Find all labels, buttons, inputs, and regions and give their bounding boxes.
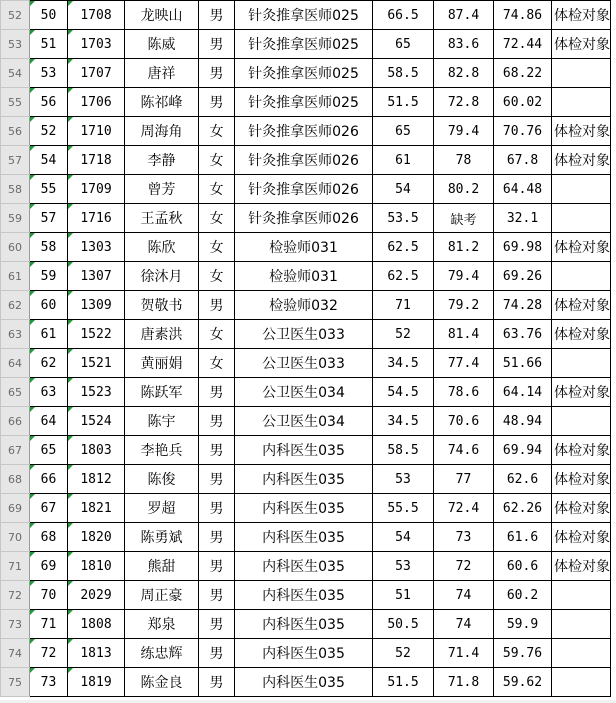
cell-total[interactable]: 59.76 <box>494 639 552 668</box>
cell-written[interactable]: 34.5 <box>373 349 434 378</box>
cell-seq[interactable]: 71 <box>30 610 68 639</box>
cell-total[interactable]: 64.14 <box>494 378 552 407</box>
cell-name[interactable]: 陈宇 <box>125 407 199 436</box>
cell-seq[interactable]: 65 <box>30 436 68 465</box>
cell-written[interactable]: 54.5 <box>373 378 434 407</box>
cell-gender[interactable]: 女 <box>199 204 235 233</box>
cell-written[interactable]: 62.5 <box>373 262 434 291</box>
cell-total[interactable]: 51.66 <box>494 349 552 378</box>
cell-gender[interactable]: 男 <box>199 581 235 610</box>
row-header[interactable]: 66 <box>1 407 30 436</box>
cell-mark[interactable]: 体检对象 <box>552 465 611 494</box>
table-row <box>1 494 611 523</box>
cell-code[interactable]: 1309 <box>68 291 125 320</box>
cell-total[interactable]: 62.26 <box>494 494 552 523</box>
cell-position[interactable]: 公卫医生034 <box>235 378 373 407</box>
cell-code[interactable]: 1709 <box>68 175 125 204</box>
cell-code[interactable]: 1522 <box>68 320 125 349</box>
table-row <box>1 639 611 668</box>
cell-position[interactable]: 针灸推拿医师025 <box>235 30 373 59</box>
cell-name[interactable]: 龙映山 <box>125 1 199 30</box>
cell-seq[interactable]: 50 <box>30 1 68 30</box>
row-header[interactable]: 70 <box>1 523 30 552</box>
cell-written[interactable]: 65 <box>373 117 434 146</box>
row-header[interactable]: 55 <box>1 88 30 117</box>
cell-seq[interactable]: 61 <box>30 320 68 349</box>
cell-gender[interactable]: 男 <box>199 668 235 697</box>
cell-position[interactable]: 针灸推拿医师026 <box>235 204 373 233</box>
cell-interview[interactable]: 72.4 <box>434 494 494 523</box>
cell-seq[interactable]: 66 <box>30 465 68 494</box>
cell-interview[interactable]: 71.8 <box>434 668 494 697</box>
cell-gender[interactable]: 男 <box>199 88 235 117</box>
cell-total[interactable]: 74.28 <box>494 291 552 320</box>
cell-gender[interactable]: 男 <box>199 552 235 581</box>
cell-code[interactable]: 1706 <box>68 88 125 117</box>
cell-gender[interactable]: 女 <box>199 349 235 378</box>
cell-total[interactable]: 32.1 <box>494 204 552 233</box>
cell-mark[interactable] <box>552 639 611 668</box>
cell-name[interactable]: 熊甜 <box>125 552 199 581</box>
cell-code[interactable]: 1523 <box>68 378 125 407</box>
cell-interview[interactable]: 73 <box>434 523 494 552</box>
cell-code[interactable]: 1307 <box>68 262 125 291</box>
cell-interview[interactable]: 77.4 <box>434 349 494 378</box>
cell-total[interactable]: 67.8 <box>494 146 552 175</box>
cell-name[interactable]: 陈威 <box>125 30 199 59</box>
row-header[interactable]: 65 <box>1 378 30 407</box>
cell-position[interactable]: 检验师031 <box>235 262 373 291</box>
cell-total[interactable]: 64.48 <box>494 175 552 204</box>
cell-interview[interactable]: 80.2 <box>434 175 494 204</box>
cell-mark[interactable]: 体检对象 <box>552 1 611 30</box>
cell-mark[interactable] <box>552 88 611 117</box>
cell-position[interactable]: 针灸推拿医师025 <box>235 59 373 88</box>
cell-interview[interactable]: 81.4 <box>434 320 494 349</box>
cell-written[interactable]: 53 <box>373 552 434 581</box>
cell-total[interactable]: 61.6 <box>494 523 552 552</box>
cell-position[interactable]: 针灸推拿医师025 <box>235 88 373 117</box>
cell-name[interactable]: 周正豪 <box>125 581 199 610</box>
cell-seq[interactable]: 72 <box>30 639 68 668</box>
row-header[interactable]: 59 <box>1 204 30 233</box>
cell-code[interactable]: 1303 <box>68 233 125 262</box>
cell-interview[interactable]: 87.4 <box>434 1 494 30</box>
cell-seq[interactable]: 59 <box>30 262 68 291</box>
cell-seq[interactable]: 52 <box>30 117 68 146</box>
cell-mark[interactable]: 体检对象 <box>552 146 611 175</box>
cell-interview[interactable]: 79.4 <box>434 117 494 146</box>
row-header[interactable]: 73 <box>1 610 30 639</box>
cell-mark[interactable]: 体检对象 <box>552 494 611 523</box>
cell-interview[interactable]: 72 <box>434 552 494 581</box>
cell-total[interactable]: 48.94 <box>494 407 552 436</box>
row-header[interactable]: 74 <box>1 639 30 668</box>
cell-written[interactable]: 65 <box>373 30 434 59</box>
cell-mark[interactable]: 体检对象 <box>552 552 611 581</box>
cell-position[interactable]: 内科医生035 <box>235 581 373 610</box>
cell-total[interactable]: 70.76 <box>494 117 552 146</box>
cell-mark[interactable]: 体检对象 <box>552 30 611 59</box>
cell-interview[interactable]: 74.6 <box>434 436 494 465</box>
cell-position[interactable]: 内科医生035 <box>235 523 373 552</box>
row-header[interactable]: 72 <box>1 581 30 610</box>
cell-interview[interactable]: 74 <box>434 610 494 639</box>
cell-total[interactable]: 62.6 <box>494 465 552 494</box>
row-header[interactable]: 69 <box>1 494 30 523</box>
table-row <box>1 30 611 59</box>
cell-interview[interactable]: 72.8 <box>434 88 494 117</box>
cell-mark[interactable]: 体检对象 <box>552 291 611 320</box>
cell-code[interactable]: 1703 <box>68 30 125 59</box>
table-row <box>1 610 611 639</box>
table-row <box>1 146 611 175</box>
cell-total[interactable]: 69.94 <box>494 436 552 465</box>
cell-written[interactable]: 52 <box>373 320 434 349</box>
cell-written[interactable]: 50.5 <box>373 610 434 639</box>
cell-gender[interactable]: 男 <box>199 639 235 668</box>
cell-mark[interactable] <box>552 668 611 697</box>
cell-written[interactable]: 51 <box>373 581 434 610</box>
row-header[interactable]: 61 <box>1 262 30 291</box>
table-row <box>1 436 611 465</box>
cell-written[interactable]: 51.5 <box>373 88 434 117</box>
cell-gender[interactable]: 男 <box>199 1 235 30</box>
cell-gender[interactable]: 男 <box>199 407 235 436</box>
table-row <box>1 262 611 291</box>
table-row <box>1 552 611 581</box>
cell-name[interactable]: 李静 <box>125 146 199 175</box>
cell-interview[interactable]: 78.6 <box>434 378 494 407</box>
cell-position[interactable]: 内科医生035 <box>235 465 373 494</box>
cell-written[interactable]: 58.5 <box>373 436 434 465</box>
cell-written[interactable]: 54 <box>373 523 434 552</box>
row-header[interactable]: 64 <box>1 349 30 378</box>
cell-name[interactable]: 王孟秋 <box>125 204 199 233</box>
cell-interview[interactable]: 79.2 <box>434 291 494 320</box>
cell-name[interactable]: 李艳兵 <box>125 436 199 465</box>
cell-seq[interactable]: 60 <box>30 291 68 320</box>
cell-name[interactable]: 周海角 <box>125 117 199 146</box>
cell-code[interactable]: 1813 <box>68 639 125 668</box>
cell-code[interactable]: 1820 <box>68 523 125 552</box>
cell-code[interactable]: 1808 <box>68 610 125 639</box>
cell-gender[interactable]: 男 <box>199 436 235 465</box>
cell-name[interactable]: 陈跃军 <box>125 378 199 407</box>
table-row <box>1 175 611 204</box>
cell-gender[interactable]: 男 <box>199 378 235 407</box>
cell-seq[interactable]: 64 <box>30 407 68 436</box>
cell-position[interactable]: 公卫医生033 <box>235 349 373 378</box>
cell-position[interactable]: 内科医生035 <box>235 668 373 697</box>
cell-mark[interactable]: 体检对象 <box>552 378 611 407</box>
cell-name[interactable]: 陈金良 <box>125 668 199 697</box>
cell-mark[interactable] <box>552 175 611 204</box>
cell-mark[interactable]: 体检对象 <box>552 523 611 552</box>
cell-mark[interactable]: 体检对象 <box>552 117 611 146</box>
cell-position[interactable]: 针灸推拿医师026 <box>235 117 373 146</box>
cell-mark[interactable] <box>552 262 611 291</box>
cell-code[interactable]: 2029 <box>68 581 125 610</box>
row-header[interactable]: 57 <box>1 146 30 175</box>
cell-position[interactable]: 公卫医生034 <box>235 407 373 436</box>
row-header[interactable]: 71 <box>1 552 30 581</box>
cell-total[interactable]: 68.22 <box>494 59 552 88</box>
cell-name[interactable]: 陈俊 <box>125 465 199 494</box>
cell-code[interactable]: 1524 <box>68 407 125 436</box>
cell-name[interactable]: 曾芳 <box>125 175 199 204</box>
cell-code[interactable]: 1718 <box>68 146 125 175</box>
cell-code[interactable]: 1810 <box>68 552 125 581</box>
row-header[interactable]: 62 <box>1 291 30 320</box>
cell-written[interactable]: 53.5 <box>373 204 434 233</box>
table-row <box>1 581 611 610</box>
cell-name[interactable]: 唐祥 <box>125 59 199 88</box>
row-header[interactable]: 68 <box>1 465 30 494</box>
cell-interview[interactable]: 缺考 <box>434 204 494 233</box>
cell-name[interactable]: 黄丽娟 <box>125 349 199 378</box>
table-row <box>1 320 611 349</box>
row-header[interactable]: 63 <box>1 320 30 349</box>
cell-seq[interactable]: 55 <box>30 175 68 204</box>
cell-gender[interactable]: 女 <box>199 320 235 349</box>
cell-name[interactable]: 陈欣 <box>125 233 199 262</box>
cell-gender[interactable]: 男 <box>199 291 235 320</box>
cell-gender[interactable]: 男 <box>199 59 235 88</box>
row-header[interactable]: 54 <box>1 59 30 88</box>
cell-mark[interactable] <box>552 407 611 436</box>
cell-name[interactable]: 贺敬书 <box>125 291 199 320</box>
cell-gender[interactable]: 女 <box>199 175 235 204</box>
cell-code[interactable]: 1812 <box>68 465 125 494</box>
cell-mark[interactable] <box>552 581 611 610</box>
cell-interview[interactable]: 70.6 <box>434 407 494 436</box>
cell-mark[interactable]: 体检对象 <box>552 233 611 262</box>
row-header[interactable]: 58 <box>1 175 30 204</box>
cell-total[interactable]: 59.62 <box>494 668 552 697</box>
cell-name[interactable]: 徐沐月 <box>125 262 199 291</box>
row-header[interactable]: 56 <box>1 117 30 146</box>
cell-code[interactable]: 1521 <box>68 349 125 378</box>
cell-position[interactable]: 内科医生035 <box>235 494 373 523</box>
cell-gender[interactable]: 男 <box>199 610 235 639</box>
cell-mark[interactable] <box>552 59 611 88</box>
cell-gender[interactable]: 女 <box>199 262 235 291</box>
cell-name[interactable]: 陈勇斌 <box>125 523 199 552</box>
cell-seq[interactable]: 73 <box>30 668 68 697</box>
cell-position[interactable]: 公卫医生033 <box>235 320 373 349</box>
cell-gender[interactable]: 女 <box>199 233 235 262</box>
table-row <box>1 465 611 494</box>
cell-code[interactable]: 1707 <box>68 59 125 88</box>
cell-code[interactable]: 1716 <box>68 204 125 233</box>
cell-total[interactable]: 63.76 <box>494 320 552 349</box>
table-row <box>1 523 611 552</box>
cell-written[interactable]: 54 <box>373 175 434 204</box>
table-row <box>1 233 611 262</box>
cell-position[interactable]: 内科医生035 <box>235 639 373 668</box>
cell-written[interactable]: 53 <box>373 465 434 494</box>
cell-name[interactable]: 唐素洪 <box>125 320 199 349</box>
cell-seq[interactable]: 70 <box>30 581 68 610</box>
cell-position[interactable]: 针灸推拿医师026 <box>235 175 373 204</box>
cell-gender[interactable]: 男 <box>199 465 235 494</box>
cell-seq[interactable]: 62 <box>30 349 68 378</box>
cell-interview[interactable]: 78 <box>434 146 494 175</box>
cell-seq[interactable]: 56 <box>30 88 68 117</box>
cell-code[interactable]: 1708 <box>68 1 125 30</box>
cell-name[interactable]: 练忠辉 <box>125 639 199 668</box>
table-row <box>1 291 611 320</box>
table-row <box>1 204 611 233</box>
cell-code[interactable]: 1819 <box>68 668 125 697</box>
cell-interview[interactable]: 82.8 <box>434 59 494 88</box>
table-row <box>1 88 611 117</box>
cell-seq[interactable]: 58 <box>30 233 68 262</box>
cell-mark[interactable]: 体检对象 <box>552 436 611 465</box>
row-header[interactable]: 52 <box>1 1 30 30</box>
cell-interview[interactable]: 71.4 <box>434 639 494 668</box>
table-row <box>1 59 611 88</box>
cell-position[interactable]: 针灸推拿医师026 <box>235 146 373 175</box>
cell-name[interactable]: 罗超 <box>125 494 199 523</box>
cell-total[interactable]: 60.02 <box>494 88 552 117</box>
cell-total[interactable]: 69.98 <box>494 233 552 262</box>
cell-seq[interactable]: 67 <box>30 494 68 523</box>
cell-position[interactable]: 内科医生035 <box>235 552 373 581</box>
cell-position[interactable]: 针灸推拿医师025 <box>235 1 373 30</box>
cell-name[interactable]: 郑泉 <box>125 610 199 639</box>
cell-written[interactable]: 34.5 <box>373 407 434 436</box>
cell-interview[interactable]: 81.2 <box>434 233 494 262</box>
cell-mark[interactable] <box>552 349 611 378</box>
cell-gender[interactable]: 男 <box>199 523 235 552</box>
table-row <box>1 349 611 378</box>
cell-total[interactable]: 60.2 <box>494 581 552 610</box>
cell-gender[interactable]: 男 <box>199 494 235 523</box>
cell-seq[interactable]: 54 <box>30 146 68 175</box>
row-header[interactable]: 67 <box>1 436 30 465</box>
cell-gender[interactable]: 男 <box>199 30 235 59</box>
row-header[interactable]: 60 <box>1 233 30 262</box>
table-row <box>1 407 611 436</box>
table-row <box>1 117 611 146</box>
table-row <box>1 1 611 30</box>
cell-interview[interactable]: 83.6 <box>434 30 494 59</box>
cell-written[interactable]: 66.5 <box>373 1 434 30</box>
cell-code[interactable]: 1821 <box>68 494 125 523</box>
table-row <box>1 378 611 407</box>
cell-written[interactable]: 62.5 <box>373 233 434 262</box>
cell-code[interactable]: 1803 <box>68 436 125 465</box>
cell-total[interactable]: 74.86 <box>494 1 552 30</box>
cell-seq[interactable]: 68 <box>30 523 68 552</box>
cell-interview[interactable]: 79.4 <box>434 262 494 291</box>
cell-seq[interactable]: 63 <box>30 378 68 407</box>
cell-written[interactable]: 51.5 <box>373 668 434 697</box>
cell-seq[interactable]: 69 <box>30 552 68 581</box>
cell-total[interactable]: 59.9 <box>494 610 552 639</box>
cell-written[interactable]: 58.5 <box>373 59 434 88</box>
cell-written[interactable]: 71 <box>373 291 434 320</box>
row-header[interactable]: 75 <box>1 668 30 697</box>
cell-written[interactable]: 55.5 <box>373 494 434 523</box>
cell-interview[interactable]: 74 <box>434 581 494 610</box>
cell-code[interactable]: 1710 <box>68 117 125 146</box>
cell-seq[interactable]: 57 <box>30 204 68 233</box>
cell-written[interactable]: 61 <box>373 146 434 175</box>
cell-gender[interactable]: 女 <box>199 117 235 146</box>
cell-total[interactable]: 60.6 <box>494 552 552 581</box>
cell-name[interactable]: 陈祁峰 <box>125 88 199 117</box>
cell-written[interactable]: 52 <box>373 639 434 668</box>
cell-mark[interactable] <box>552 610 611 639</box>
cell-seq[interactable]: 53 <box>30 59 68 88</box>
cell-position[interactable]: 检验师032 <box>235 291 373 320</box>
cell-gender[interactable]: 女 <box>199 146 235 175</box>
cell-total[interactable]: 69.26 <box>494 262 552 291</box>
cell-position[interactable]: 检验师031 <box>235 233 373 262</box>
cell-position[interactable]: 内科医生035 <box>235 610 373 639</box>
cell-interview[interactable]: 77 <box>434 465 494 494</box>
cell-mark[interactable]: 体检对象 <box>552 320 611 349</box>
cell-total[interactable]: 72.44 <box>494 30 552 59</box>
cell-mark[interactable] <box>552 204 611 233</box>
cell-position[interactable]: 内科医生035 <box>235 436 373 465</box>
table-row <box>1 668 611 697</box>
row-header[interactable]: 53 <box>1 30 30 59</box>
cell-seq[interactable]: 51 <box>30 30 68 59</box>
